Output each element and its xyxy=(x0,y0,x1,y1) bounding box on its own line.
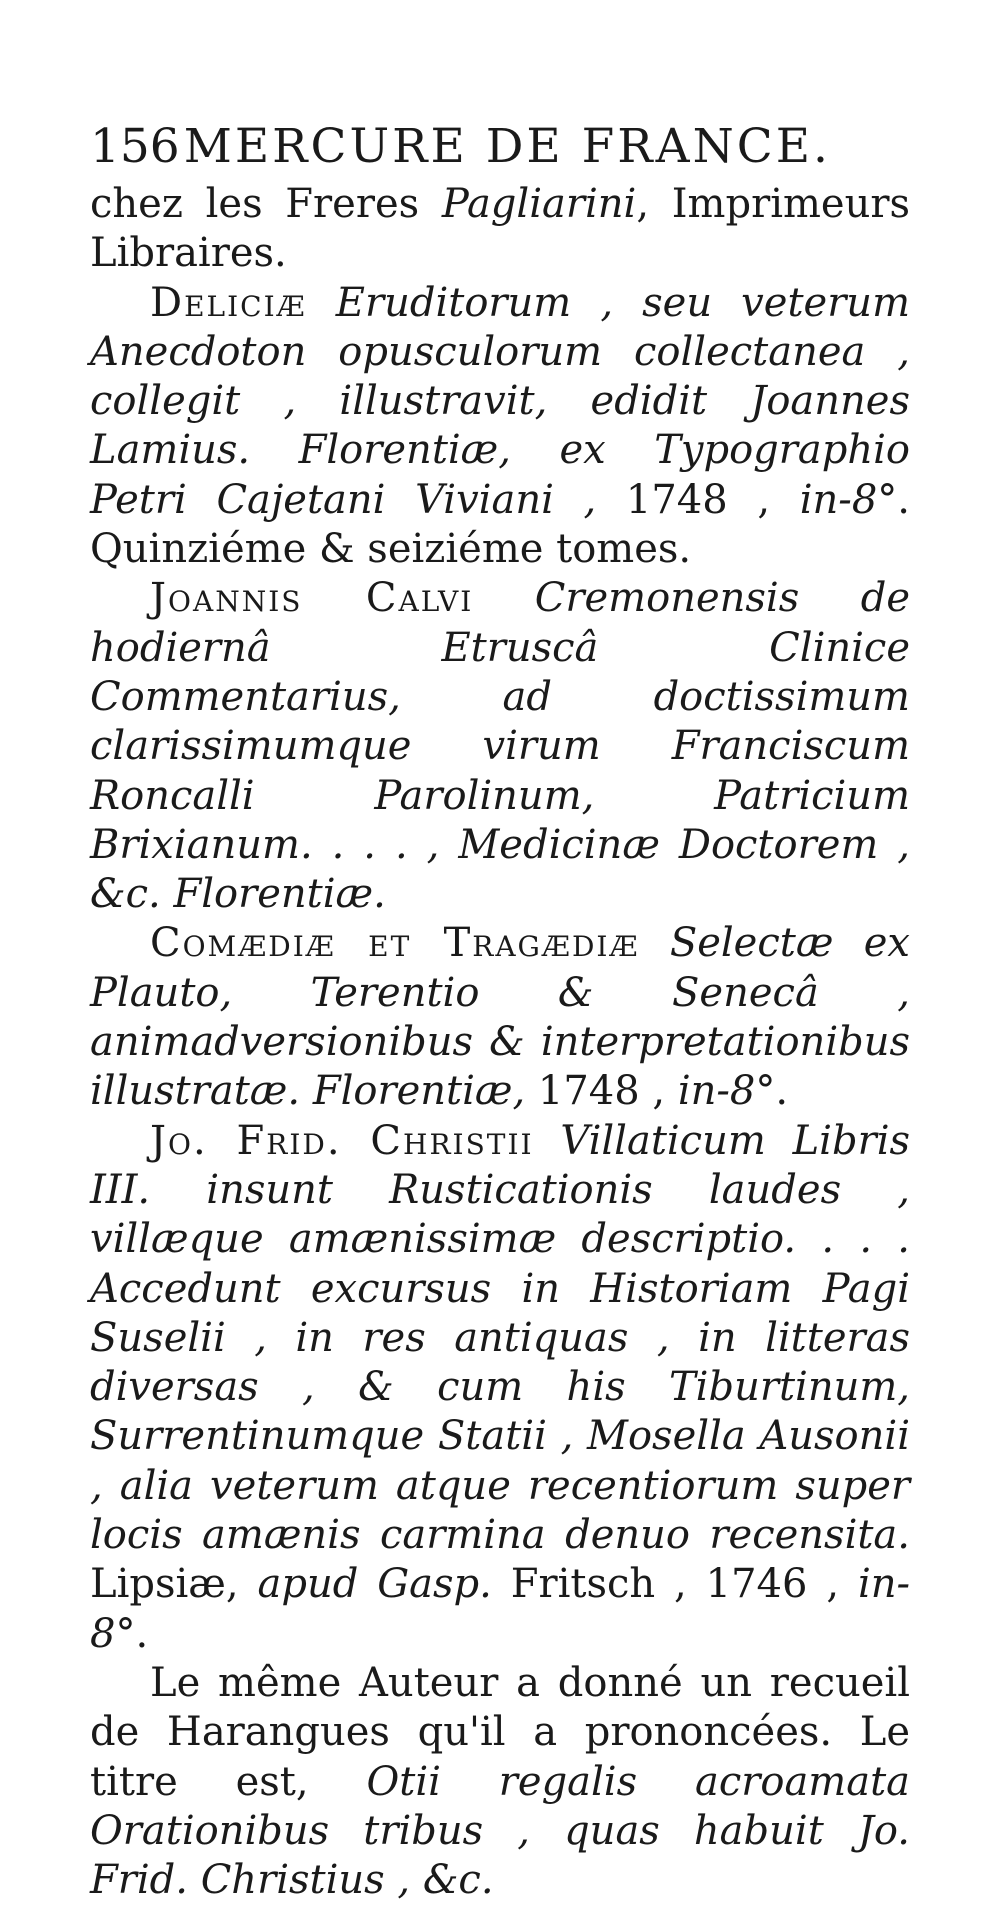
paragraph-p1 xyxy=(90,180,910,279)
text-run: . xyxy=(775,1068,789,1115)
text-run: Joannis Calvi xyxy=(150,575,474,622)
text-run: apud Gasp. xyxy=(257,1561,492,1608)
text-run: , Imprimeurs Libraires. xyxy=(90,181,910,277)
text-run: Pagliarini xyxy=(441,181,637,227)
paragraph-p4 xyxy=(90,919,910,1116)
text-run: Jo. Frid. Christii xyxy=(150,1117,534,1164)
text-run: Otii regalis acroamata Orationibus tribus , quas habuit Jo. Frid. Christius , &c. xyxy=(90,1758,910,1904)
running-title: MERCURE DE FRANCE. xyxy=(183,119,831,174)
body-text xyxy=(90,180,910,1905)
text-run: Villaticum Libris III. insunt Rusticationis laudes , villæque amænissimæ descriptio. . . . Accedunt excursus in Historiam Pagi Suselii , in res antiquas , in litteras diversas , & cum his Tiburtinum, Surrentinumque Statii , Mosella Ausonii , alia veterum atque recentiorum super locis amænis carmina denuo recensita. xyxy=(90,1117,911,1559)
paragraph-p5 xyxy=(90,1117,910,1659)
text-run: . xyxy=(135,1610,149,1657)
text-run: Comædiæ et Tragædiæ xyxy=(150,920,640,967)
running-head xyxy=(90,118,910,176)
text-run: in-8° xyxy=(90,1561,911,1657)
text-run: chez les Freres xyxy=(90,181,442,227)
text-run: 1748 , xyxy=(537,1068,678,1115)
text-run: in-8° xyxy=(799,476,898,523)
paragraph-p6 xyxy=(90,1659,910,1905)
text-run: Selectæ ex Plauto, Terentio & Senecâ , animadversionibus & interpretationibus illustratæ. Florentiæ, xyxy=(90,920,910,1115)
text-run: Cremonensis de hodiernâ Etruscâ Clinice Commentarius, ad doctissimum clarissimumque virum Franciscum Roncalli Parolinum, Patricium Brixianum. . . . , Medicinæ Doctorem , &c. Florentiæ. xyxy=(90,575,910,918)
text-run: Le même Auteur a donné un recueil de Harangues qu'il a prononcées. Le titre est, xyxy=(90,1659,910,1805)
paragraph-p3 xyxy=(90,574,910,919)
text-run: 1748 , xyxy=(625,476,800,523)
text-run: . Quinziéme & seiziéme tomes. xyxy=(90,476,910,573)
text-run: in-8° xyxy=(677,1068,776,1115)
text-run: Eruditorum , seu veterum Anecdoton opusculorum collectanea , collegit , illustravit, edidit Joannes Lamius. Florentiæ, ex Typographio Petri Cajetani Viviani , xyxy=(90,279,910,523)
text-run: Lipsiæ, xyxy=(90,1561,258,1608)
page-number: 156 xyxy=(90,119,180,174)
text-run: Deliciæ xyxy=(150,279,307,326)
paragraph-p2 xyxy=(90,279,910,575)
text-run: Fritsch , 1746 , xyxy=(491,1561,858,1608)
